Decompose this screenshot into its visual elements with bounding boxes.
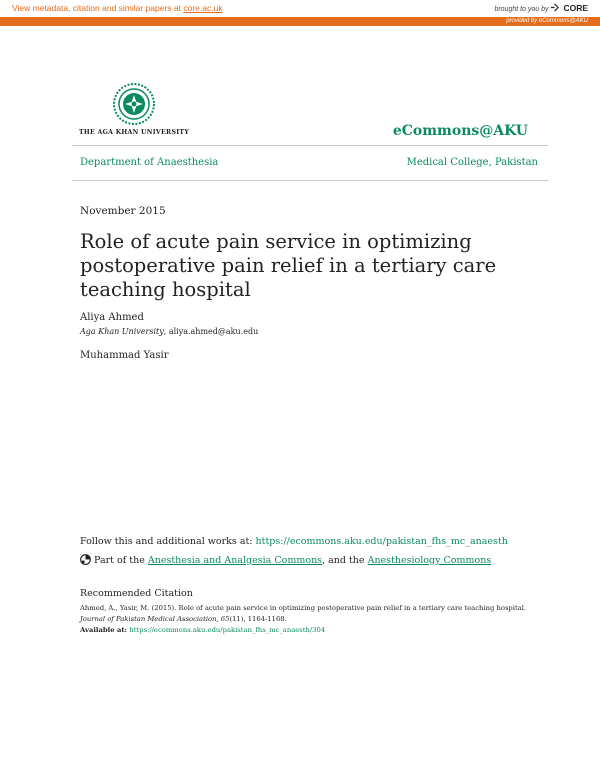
part-middle: , and the [322, 555, 368, 566]
citation-heading: Recommended Citation [80, 588, 193, 599]
anesthesiology-commons-link[interactable]: Anesthesiology Commons [367, 555, 492, 566]
brought-by [494, 3, 588, 13]
core-ac-uk-link[interactable]: core.ac.uk [183, 3, 223, 13]
citation-body [80, 603, 540, 636]
core-metadata-text: View metadata, citation and similar papers at [12, 3, 184, 13]
follow-url-link[interactable]: https://ecommons.aku.edu/pakistan_fhs_mc_anaesth [255, 536, 508, 547]
citation-journal-line [80, 614, 540, 625]
aku-seal-icon [112, 82, 156, 126]
core-logo-icon [550, 6, 561, 13]
author-name: Aliya Ahmed [80, 312, 144, 323]
author-email: , aliya.ahmed@aku.edu [163, 327, 259, 336]
divider [72, 145, 548, 146]
core-banner [0, 0, 600, 26]
follow-text: Follow this and additional works at: [80, 536, 256, 547]
college-link[interactable]: Medical College, Pakistan [406, 157, 538, 168]
anesthesia-analgesia-commons-link[interactable]: Anesthesia and Analgesia Commons [147, 555, 323, 566]
part-of-commons [80, 554, 491, 568]
follow-works [80, 536, 508, 547]
publication-date: November 2015 [80, 205, 166, 217]
provided-by: provided by eCommons@AKU [506, 18, 588, 24]
part-prefix: Part of the [94, 555, 148, 566]
article-title: Role of acute pain service in optimizing postoperative pain relief in a tertiary care teaching hospital [80, 230, 497, 301]
divider [72, 180, 548, 181]
core-metadata-link[interactable] [12, 3, 223, 13]
citation-available [80, 625, 540, 636]
author-name: Muhammad Yasir [80, 350, 169, 361]
core-logo[interactable]: CORE [563, 3, 588, 13]
repository-name[interactable]: eCommons@AKU [392, 123, 528, 139]
available-label: Available at: [80, 626, 130, 634]
brought-by-text: brought to you by [494, 6, 549, 13]
citation-line: Ahmed, A., Yasir, M. (2015). Role of acute pain service in optimizing postoperative pain relief in a tertiary care teaching hospital. [80, 604, 527, 612]
affiliation-text: Aga Khan University [80, 327, 164, 336]
network-icon [80, 554, 91, 568]
author-affiliation [80, 327, 258, 336]
department-link[interactable]: Department of Anaesthesia [80, 157, 219, 168]
citation-url-link[interactable]: https://ecommons.aku.edu/pakistan_fhs_mc_anaesth/304 [129, 626, 326, 634]
university-name: THE AGA KHAN UNIVERSITY [78, 129, 190, 136]
aku-logo [78, 82, 190, 140]
citation-pages: (11), 1164-1168. [229, 615, 287, 623]
citation-journal: Journal of Pakistan Medical Association, 65 [80, 615, 230, 623]
